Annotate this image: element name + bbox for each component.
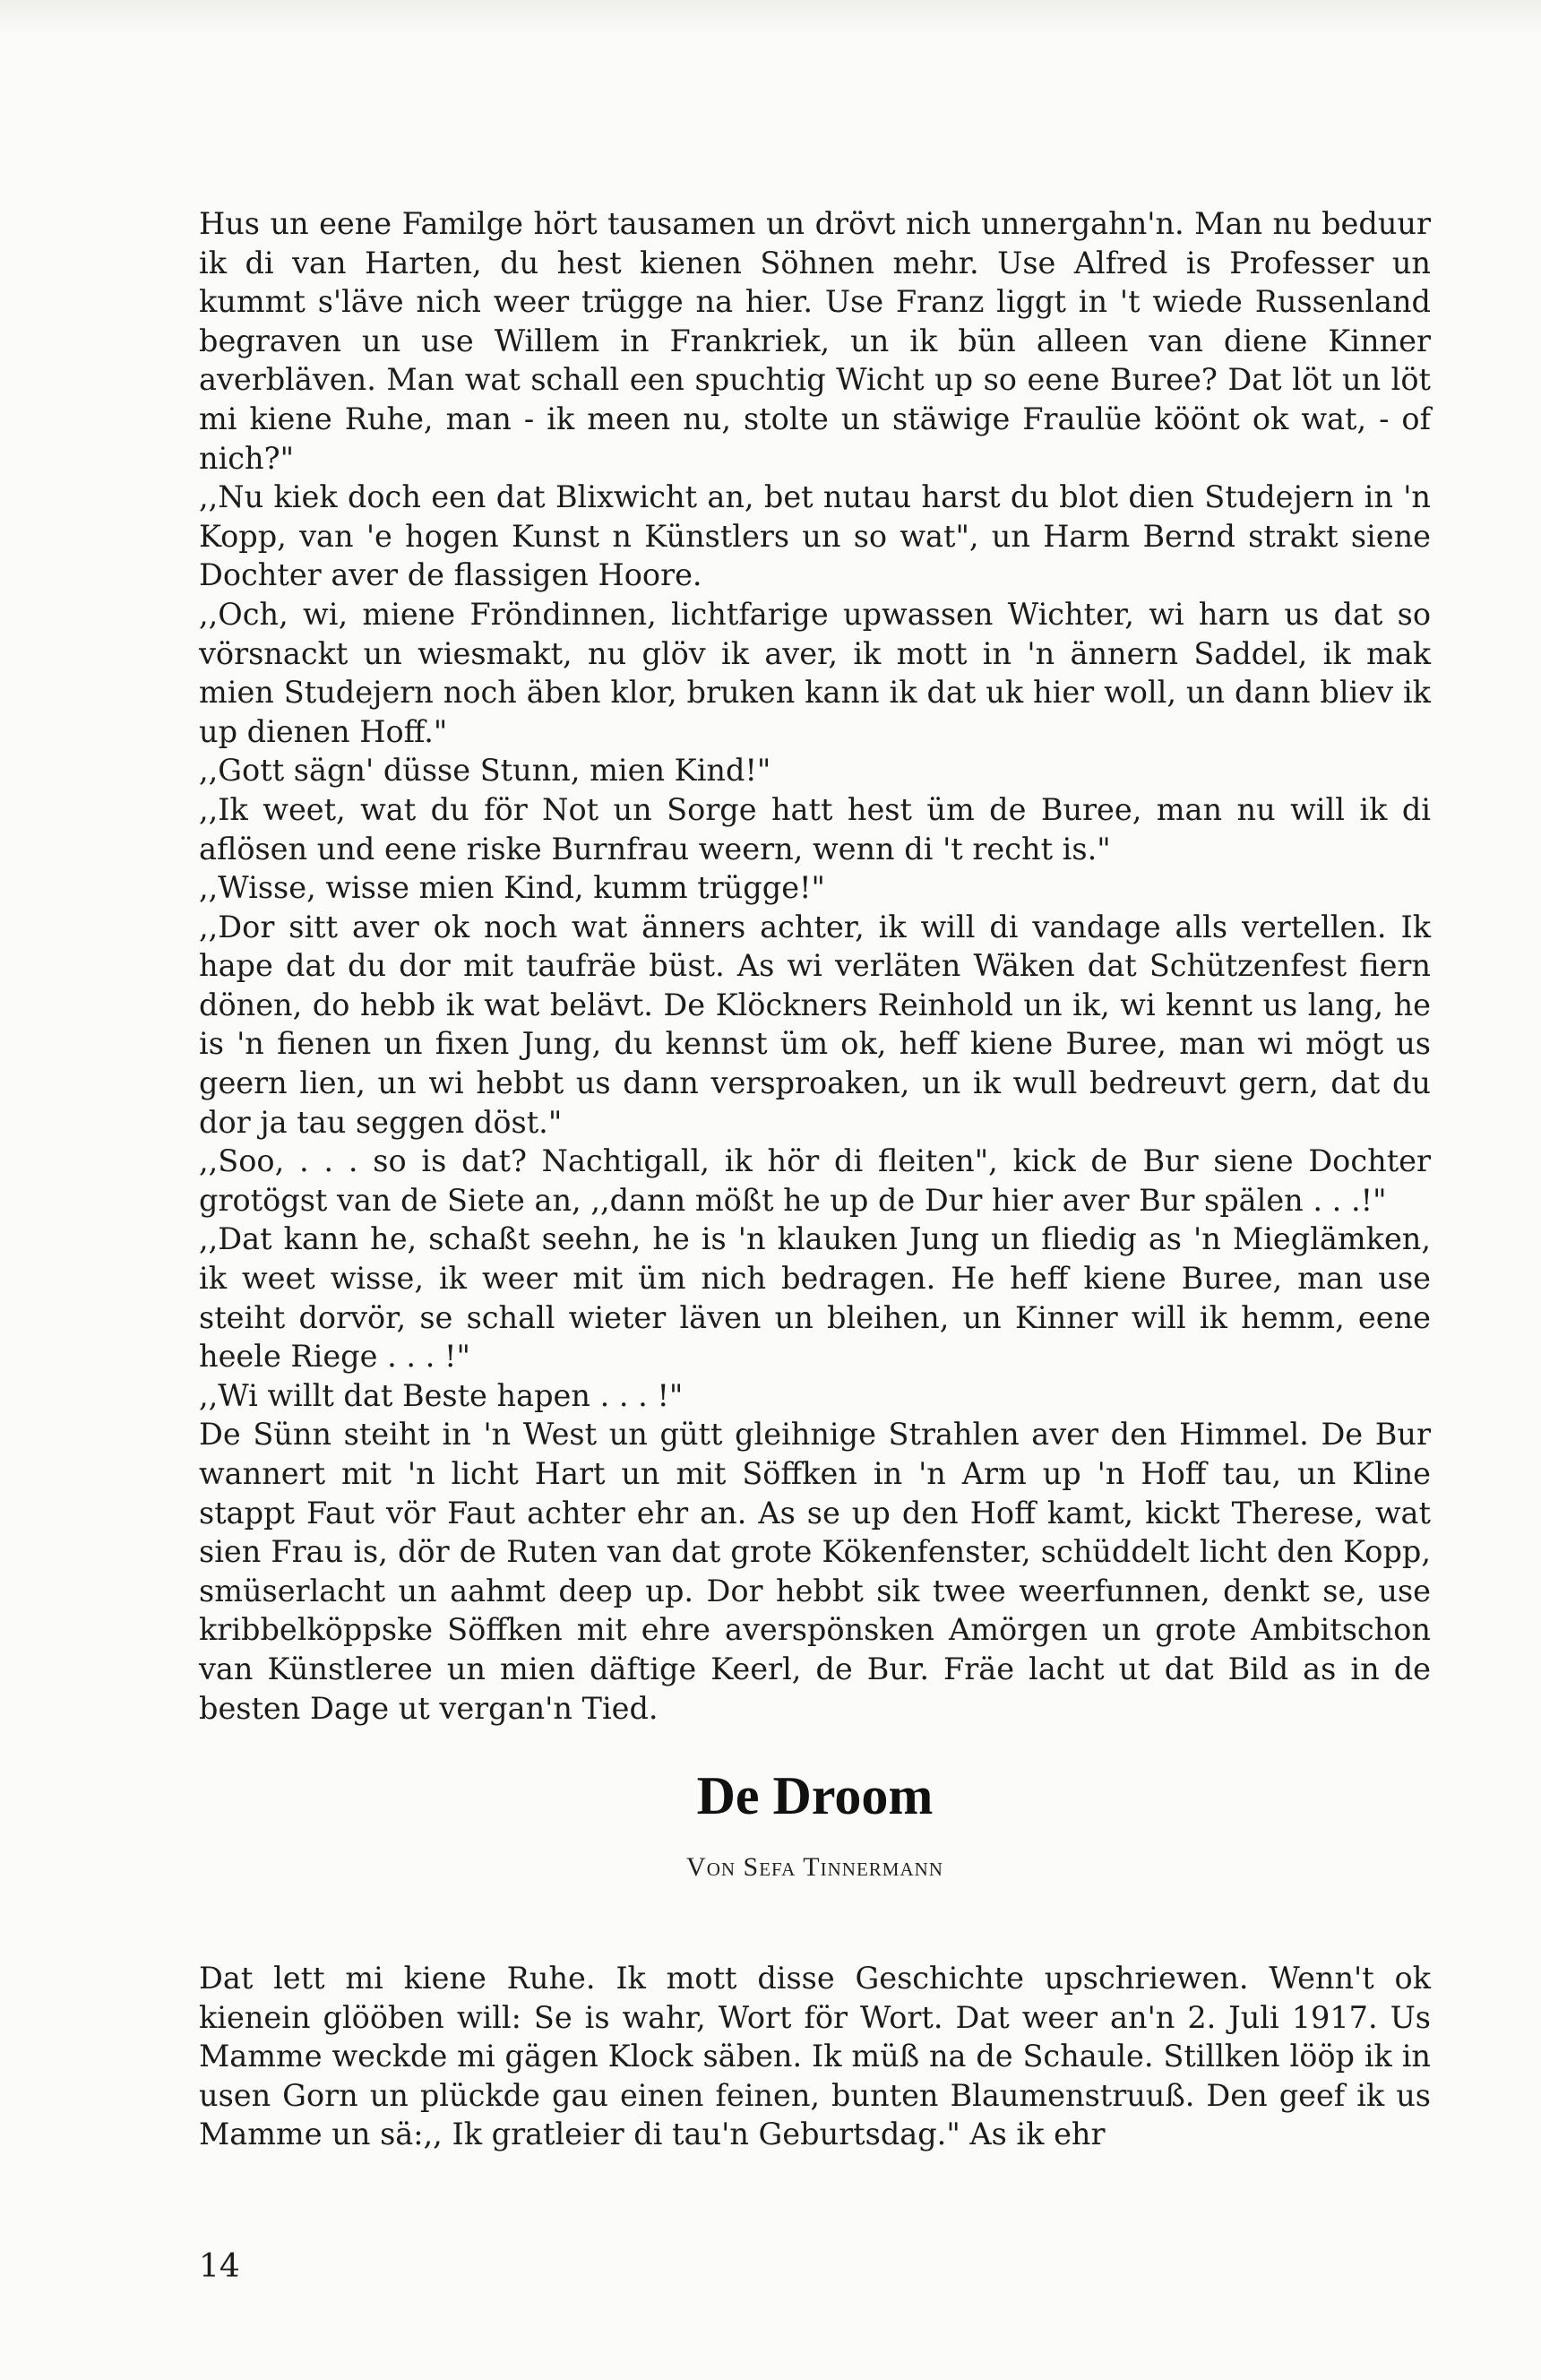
paragraph: Hus un eene Familge hört tausamen un drövt nich unnergahn'n. Man nu beduur ik di van Harten, du hest kienen Söhnen mehr. Use Alfred is Professer un kummt s'läve nich weer trügge na hier. Use Franz liggt in 't wiede Russenland begraven un use Willem in Frankriek, un ik bün alleen van diene Kinner averbläven. Man wat schall een spuchtig Wicht up so eene Buree? Dat löt un löt mi kiene Ruhe, man - ik meen nu, stolte un stäwige Fraulüe köönt ok wat, - of nich?" (199, 206, 1431, 476)
paragraph: De Sünn steiht in 'n West un gütt gleihnige Strahlen aver den Himmel. De Bur wannert mit 'n licht Hart un mit Söffken in 'n Arm up 'n Hoff tau, un Kline stappt Faut vör Faut achter ehr an. As se up den Hoff kamt, kickt Therese, wat sien Frau is, dör de Ruten van dat grote Kökenfenster, schüddelt licht den Kopp, smüserlacht un aahmt deep up. Dor hebbt sik twee weerfunnen, denkt se, use kribbelköppske Söffken mit ehre averspönsken Amörgen un grote Ambitschon van Künstleree un mien däftige Keerl, de Bur. Fräe lacht ut dat Bild as in de besten Dage ut vergan'n Tied. (199, 1417, 1431, 1726)
paragraph: ,,Wi willt dat Beste hapen . . . !" (199, 1377, 684, 1413)
story-continuation-text (199, 204, 1431, 1728)
page-number: 14 (199, 2248, 240, 2285)
paragraph: Dat lett mi kiene Ruhe. Ik mott disse Geschichte upschriewen. Wenn't ok kienein glööben will: Se is wahr, Wort för Wort. Dat weer an'n 2. Juli 1917. Us Mamme weckde mi gägen Klock säben. Ik müß na de Schaule. Stillken lööp ik in usen Gorn un plückde gau einen feinen, bunten Blaumenstruuß. Den geef ik us Mamme un sä:,, Ik gratleier di tau'n Geburtsdag." As ik ehr (199, 1961, 1431, 2152)
paragraph: ,,Dat kann he, schaßt seehn, he is 'n klauken Jung un fliedig as 'n Mieglämken, ik weet wisse, ik weer mit üm nich bedragen. He heff kiene Buree, man use steiht dorvör, se schall wieter läven un bleihen, un Kinner will ik hemm, eene heele Riege . . . !" (199, 1221, 1431, 1375)
paragraph: ,,Soo, . . . so is dat? Nachtigall, ik hör di fleiten", kick de Bur siene Dochter grotögst van de Siete an, ,,dann mößt he up de Dur hier aver Bur spälen . . .!" (199, 1143, 1431, 1218)
story-author: Von Sefa Tinnermann (686, 1852, 943, 1882)
paragraph: ,,Nu kiek doch een dat Blixwicht an, bet nutau harst du blot dien Studejern in 'n Kopp, van 'e hogen Kunst n Künstlers un so wat", un Harm Bernd strakt siene Dochter aver de flassigen Hoore. (199, 479, 1431, 593)
paragraph: ,,Dor sitt aver ok noch wat änners achter, ik will di vandage alls vertellen. Ik hape dat du dor mit taufräe büst. As wi verläten Wäken dat Schützenfest fiern dönen, do hebb ik wat belävt. De Klöckners Reinhold un ik, wi kennt us lang, he is 'n fienen un fixen Jung, du kennst üm ok, heff kiene Buree, man wi mögt us geern lien, un wi hebbt us dann versproaken, un ik wull bedreuvt gern, dat du dor ja tau seggen döst." (199, 909, 1431, 1140)
paragraph: ,,Wisse, wisse mien Kind, kumm trügge!" (199, 870, 825, 906)
page-edge-shadow (0, 0, 1541, 36)
paragraph: ,,Och, wi, miene Fröndinnen, lichtfarige upwassen Wichter, wi harn us dat so vörsnackt un wiesmakt, nu glöv ik aver, ik mott in 'n ännern Saddel, ik mak mien Studejern noch äben klor, bruken kann ik dat uk hier woll, un dann bliev ik up dienen Hoff." (199, 596, 1431, 749)
paragraph: ,,Gott sägn' düsse Stunn, mien Kind!" (199, 753, 771, 789)
paragraph: ,,Ik weet, wat du för Not un Sorge hatt hest üm de Buree, man nu will ik di aflösen und eene riske Burnfrau weern, wenn di 't recht is." (199, 791, 1431, 867)
story-title: De Droom (696, 1766, 934, 1825)
new-story-text (199, 1959, 1431, 2154)
